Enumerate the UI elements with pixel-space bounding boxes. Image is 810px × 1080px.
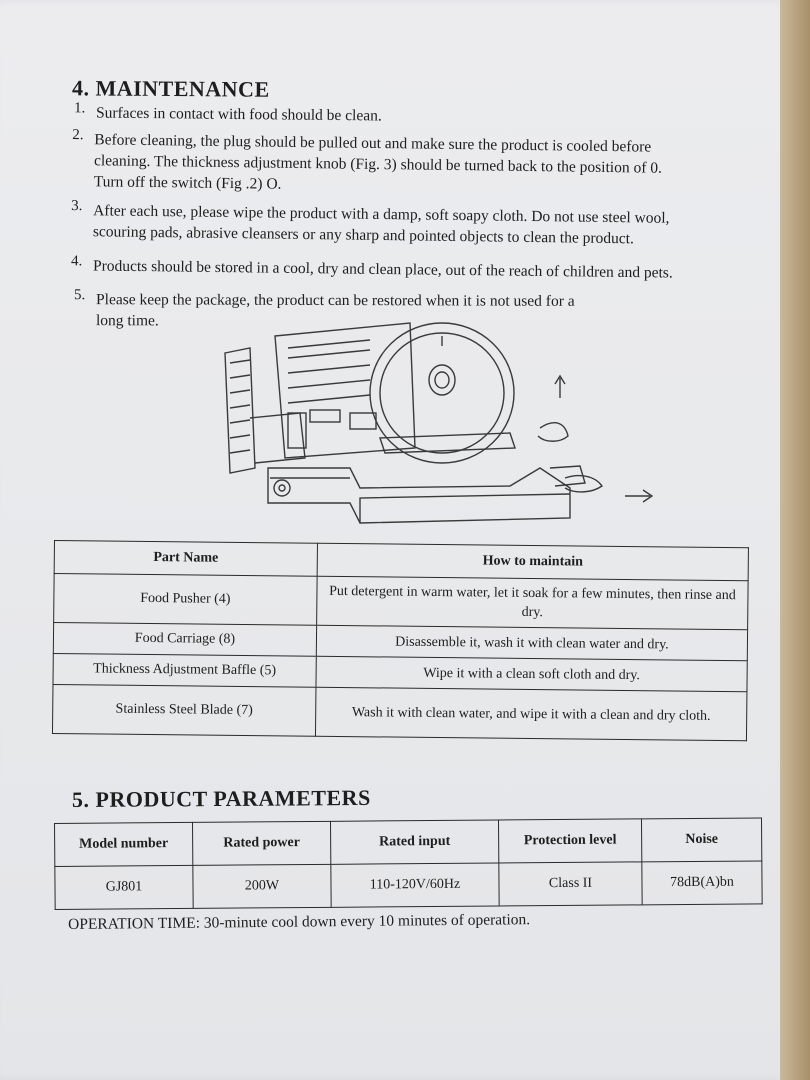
protection-cell: Class II [499,862,642,906]
table-row [52,684,746,740]
header-part-name: Part Name [54,541,317,577]
noise-cell: 78dB(A)bn [642,861,762,905]
part-cell: Stainless Steel Blade (7) [52,684,315,736]
power-cell: 200W [193,864,331,908]
item-number: 1. [73,100,86,117]
maintenance-heading: 4. MAINTENANCE [71,75,270,102]
part-cell: Food Pusher (4) [54,574,317,626]
part-cell: Food Carriage (8) [53,623,316,657]
item-line: Products should be stored in a cool, dry and clean place, out of the reach of children and pets. [92,257,673,282]
item-line: After each use, please wipe the product with a damp, soft soapy cloth. Do not use steel wool, [93,202,670,227]
item-number: 4. [70,253,83,270]
header-protection-level: Protection level [498,819,641,863]
operation-time: OPERATION TIME: 30-minute cool down every 10 minutes of operation. [68,911,531,933]
header-noise: Noise [641,818,761,862]
input-cell: 110-120V/60Hz [331,863,499,907]
maintenance-item-1 [73,100,382,127]
parameters-table [54,817,763,910]
item-number: 5. [74,287,86,304]
item-number: 3. [71,197,83,215]
table-header-row [55,818,762,867]
item-line: Please keep the package, the product can be restored when it is not used for a [96,291,575,310]
maintenance-item-3 [71,197,670,250]
header-model-number: Model number [55,822,193,866]
item-line: long time. [95,312,159,330]
how-cell: Put detergent in warm water, let it soak for a few minutes, then rinse and dry. [317,576,748,630]
how-cell: Wash it with clean water, and wipe it with a clean and dry cloth. [315,687,746,741]
maintenance-table [52,540,749,741]
header-rated-input: Rated input [330,820,498,864]
header-how-to-maintain: How to maintain [317,543,748,581]
item-line: Before cleaning, the plug should be pulled out and make sure the product is cooled before [94,131,652,156]
item-line: Turn off the switch (Fig .2) O. [93,173,282,193]
part-cell: Thickness Adjustment Baffle (5) [53,653,316,687]
maintenance-item-4 [70,253,673,283]
maintenance-item-2 [72,126,663,199]
how-cell: Disassemble it, wash it with clean water and dry. [316,625,747,661]
table-row [54,574,748,630]
item-line: Surfaces in contact with food should be clean. [95,104,382,125]
table-row [55,861,762,910]
item-line: scouring pads, abrasive cleansers or any sharp and pointed objects to clean the product. [92,223,634,248]
model-cell: GJ801 [55,865,193,909]
item-number: 2. [72,126,84,144]
meat-slicer-illustration [210,318,680,538]
parameters-heading: 5. PRODUCT PARAMETERS [71,784,371,813]
header-rated-power: Rated power [192,821,330,865]
item-line: cleaning. The thickness adjustment knob (Fig. 3) should be turned back to the position of 0. [93,152,663,177]
how-cell: Wipe it with a clean soft cloth and dry. [316,656,747,692]
